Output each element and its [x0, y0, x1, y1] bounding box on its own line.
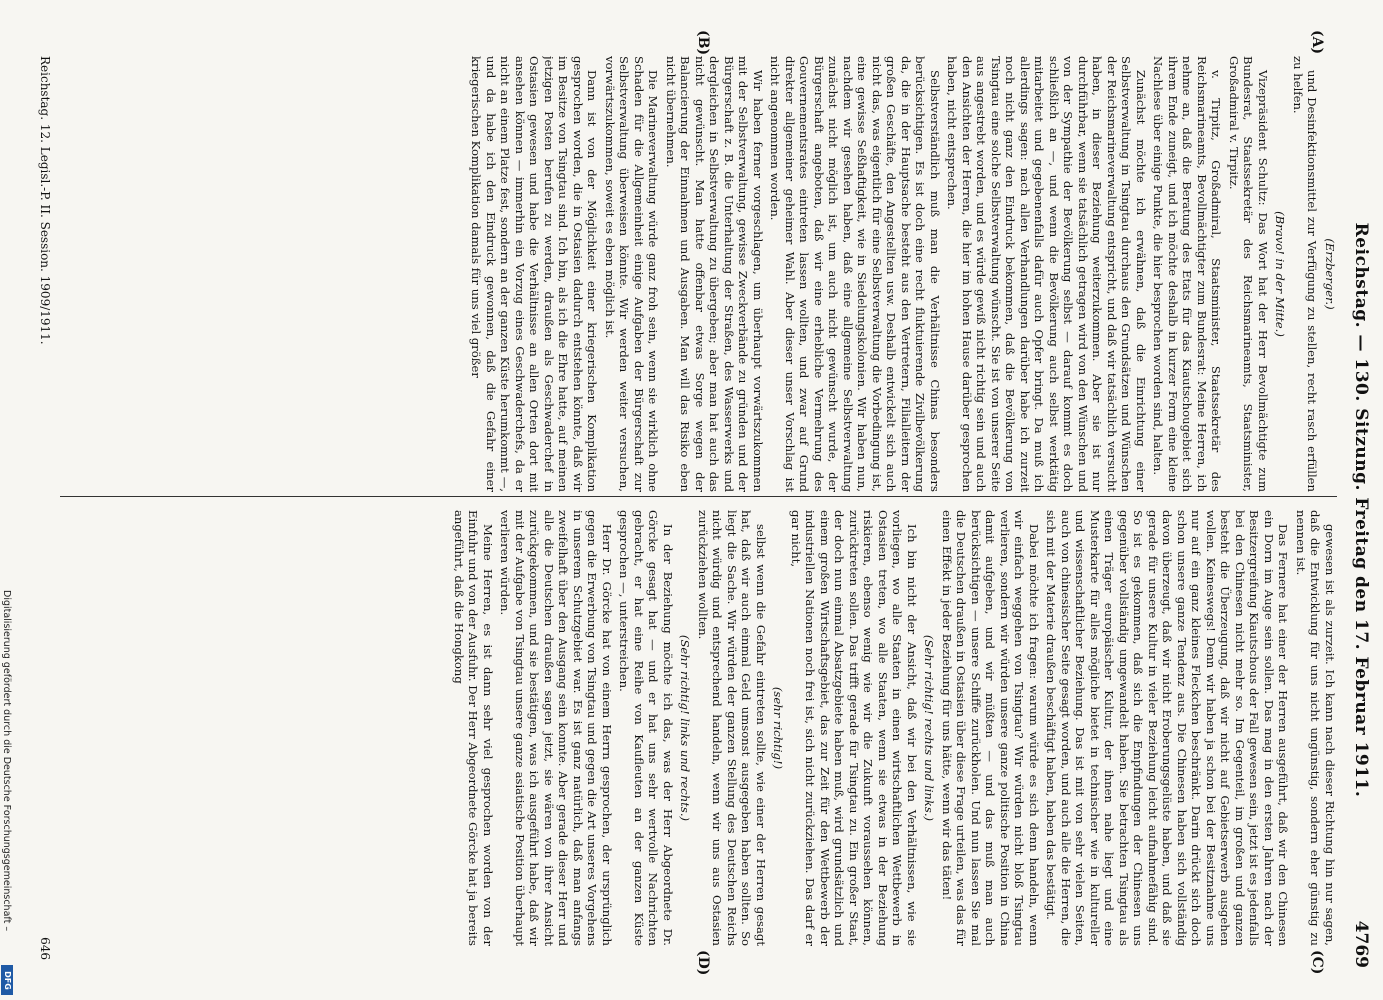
footer-page-number: 646	[38, 937, 52, 960]
paragraph: (Erzberger.)	[1323, 238, 1337, 310]
paragraph: Meine Herren, es ist dann sehr viel gesprochen worden von der Einfuhr und von der Ausfuhr. Der Herr Abgeordnete Görcke hat ja bereits angeführt, daß die Hongkong	[452, 510, 495, 946]
paragraph: gewesen ist als zurzeit. Ich kann nach dieser Richtung hin nur sagen, daß die Entwicklung für uns nicht ungünstig, sondern eher günstig zu nennen ist.	[1294, 510, 1337, 946]
right-column	[60, 510, 1337, 946]
paragraph: Das Fernere hat einer der Herren ausgeführt, daß wir den Chinesen ein Dorn im Auge sein sollen. Das mag in den ersten Jahren nach der Besitzergreifung Kiautschous der Fall gewesen sein, jetzt ist es jedenfalls bei den Chinesen nicht mehr so. Im Gegenteil, im großen und ganzen besteht die Überzeugung, daß wir nicht auf Gebietserwerb ausgehen wollen. Keineswegs! Denn wir haben ja schon bei der Besitznahme uns nur auf ein ganz kleines Fleckchen beschränkt. Darin drückt sich doch schon unsere ganze Tendenz aus. Die Chinesen haben sich vollständig davon überzeugt, daß wir nicht Eroberungsgelüste haben, und daß sie gerade für unsere Kultur in vieler Beziehung leicht aufnahmefähig sind. So ist es gekommen, daß sich die Empfindungen der Chinesen uns gegenüber vollständig umgewandelt haben. Sie betrachten Tsingtau als einen Träger europäischer Kultur, der ihnen nahe liegt und eine Musterkarte für alles mögliche bietet in technischer wie in kultureller und wissenschaftlicher Beziehung. Das ist mit von sehr vielen Seiten, auch von chinesischer Seite gesagt worden, und auch alle die Herren, die sich mit der Materie draußen beschäftigt haben, haben das bestätigt.	[1044, 510, 1291, 946]
margin-letter-c: (C)	[1309, 950, 1325, 975]
paragraph: Zunächst möchte ich erwähnen, daß die Einrichtung einer Selbstverwaltung in Tsingtau durchaus den Grundsätzen und Wünschen der Reichsmarineverwaltung entspricht, und daß wir tatsächlich versucht haben, in dieser Beziehung weiterzukommen. Aber sie ist nur durchführbar, wenn sie tatsächlich getragen wird von den Wünschen und von der Sympathie der Bevölkerung selbst — darauf kommt es doch schließlich an —, und wenn die Bevölkerung auch selbst werktätig mitarbeitet und gegebenenfalls dafür auch Opfer bringt. Da muß ich allerdings sagen: nach allen Verhandlungen darüber habe ich zurzeit noch nicht ganz den Eindruck bekommen, daß die Bevölkerung von Tsingtau eine solche Selbstverwaltung wünscht. Sie ist von unserer Seite aus angestrebt worden, und es würde gewiß nicht richtig sein und auch den Ansichten der Herren, die hier im hohen Hause darüber gesprochen haben, nicht entsprechen.	[945, 56, 1148, 492]
paragraph: und Desinfektionsmittel zur Verfügung zu stellen, recht rasch erfüllen zu helfen.	[1291, 56, 1320, 492]
margin-letter-d: (D)	[695, 950, 711, 976]
margin-letter-b: (B)	[695, 30, 711, 56]
page-header	[1343, 40, 1377, 980]
header-page-number: 4769	[1351, 920, 1371, 968]
paragraph: selbst wenn die Gefahr eintreten sollte, wie einer der Herren gesagt hat, daß wir auch einmal Geld umsonst ausgegeben haben sollten. So liegt die Sache. Wir würden der ganzen Stellung des Deutschen Reichs nicht würdig und entsprechend handeln, wenn wir uns aus Ostasien zurückziehen wollten.	[696, 510, 768, 946]
dfg-logo-text: DFG	[2, 970, 12, 990]
paragraph: In der Beziehung möchte ich das, was der Herr Abgeordnete Dr. Görcke gesagt hat — und er hat uns sehr wertvolle Nachrichten gebracht, er hat eine Reihe von Kaufleuten an der ganzen Küste gesprochen —, unterstreichen.	[617, 510, 675, 946]
credit-text: Digitalisierung gefördert durch die Deutsche Forschungsgemeinschaft –	[1, 590, 12, 932]
paragraph: (Bravo! in der Mitte.)	[1273, 211, 1288, 337]
paragraph: (Sehr richtig! rechts und links.)	[922, 634, 937, 822]
margin-letter-a: (A)	[1309, 30, 1325, 55]
left-column	[60, 56, 1337, 492]
digitization-credit	[0, 590, 14, 990]
paragraph: Dabei möchte ich fragen: warum würde es sich denn handeln, wenn wir einfach weggehen von Tsingtau? Wir würden nicht bloß Tsingtau verlieren, sondern wir würden unsere ganze politische Position in China damit aufgeben, und wir müßten — und das muß man auch berücksichtigen — unsere Schiffe zurückholen. Und nun lassen Sie mal die Deutschen draußen in Ostasien über diese Frage urteilen, was das für einen Effekt in jeder Beziehung für uns hätte, wenn wir das täten!	[940, 510, 1041, 946]
footer-session-info: Reichstag. 12. Legisl.-P. II. Session. 1909/1911.	[38, 56, 52, 345]
paragraph: Dann ist von der Möglichkeit einer kriegerischen Komplikation gesprochen worden, die in Ostasien dadurch entstehen könnte, daß wir im Besitze von Tsingtau sind. Ich bin, als ich die Ehre hatte, auf meinen jetzigen Posten berufen zu werden, draußen als Geschwaderchef in Ostasien gewesen und habe die Verhältnisse an allen Orten dort mit ansehen können — immerhin ein Vorzug eines Geschwaderchefs, da er nicht an einem Platze fest, sondern an der ganzen Küste herumkommt —, und da habe ich den Eindruck gewonnen, daß die Gefahr einer kriegerischen Komplikation damals für uns viel größer	[469, 56, 600, 492]
paragraph: Herr Dr. Görcke hat von einem Herrn gesprochen, der ursprünglich gegen die Erwerbung von Tsingtau und gegen die Art unseres Vorgehens in unserem Schutzgebiet war. Es ist ganz natürlich, daß man anfangs zweifelhaft über den Ausgang sein konnte. Aber gerade dieser Herr und alle die Deutschen draußen sagen jetzt, sie wären von ihrer Ansicht zurückgekommen, und sie bestätigen, was ich ausgeführt habe, daß wir mit der Aufgabe von Tsingtau unsere ganze asiatische Position überhaupt verlieren würden.	[498, 510, 614, 946]
paragraph: v. Tirpitz, Großadmiral, Staatsminister, Staatssekretär des Reichsmarineamts, Bevollmächtigter zum Bundesrat: Meine Herren, ich nehme an, daß die Beratung des Etats für das Kiautschougebiet sich ihrem Ende zuneigt, und ich möchte deshalb in kurzer Form eine kleine Nachlese über einige Punkte, die hier besprochen worden sind, halten.	[1151, 56, 1224, 492]
header-title: Reichstag. — 130. Sitzung. Freitag den 17. Februar 1911.	[1351, 222, 1371, 798]
paragraph: Vizepräsident Schultz: Das Wort hat der Herr Bevollmächtigte zum Bundesrat, Staatssekretär des Reichsmarineamts, Staatsminister, Großadmiral v. Tirpitz.	[1227, 56, 1270, 492]
paragraph: (sehr richtig!)	[771, 686, 786, 770]
paragraph: (Sehr richtig! links und rechts.)	[678, 634, 693, 822]
paragraph: Selbstverständlich muß man die Verhältnisse Chinas besonders berücksichtigen. Es ist doch eine recht fluktuierende Zivilbevölkerung da, die in der Hauptsache besteht aus den Vertretern, Filialleitern der großen Geschäfte, den Angestellten usw. Deshalb entwickelt sich auch nicht das, was eigentlich für eine Selbstverwaltung die Vorbedingung ist, eine gewisse Seßhaftigkeit, wie in Siedelungskolonien. Wir haben nun, nachdem wir gesehen haben, daß eine allgemeine Selbstverwaltung zunächst nicht möglich ist, um auch nicht gewünscht wurde, der Bürgerschaft angeboten, daß wir eine erhebliche Vermehrung des Gouvernementsrates eintreten lassen wollten, und zwar auf Grund direkter allgemeiner geheimer Wahl. Aber dieser unser Vorschlag ist nicht angenommen worden.	[768, 56, 942, 492]
paragraph: Wir haben ferner vorgeschlagen, um überhaupt vorwärtszukommen mit der Selbstverwaltung, gewisse Zweckverbände zu gründen und der Bürgerschaft z. B. die Unterhaltung der Straßen, des Wasserwerks und dergleichen in Selbstverwaltung zu übergeben; aber man hat auch das nicht gewünscht. Man hatte offenbar etwas Sorge wegen der Balancierung der Einnahmen und Ausgaben. Man will das Risiko eben nicht übernehmen.	[664, 56, 765, 492]
column-divider	[60, 496, 1337, 497]
paragraph: Die Marineverwaltung würde ganz froh sein, wenn sie wirklich ohne Schaden für die Allgemeinheit einige Aufgaben der Bürgerschaft zur Selbstverwaltung überweisen könnte. Wir werden weiter versuchen, vorwärtszukommen, soweit es eben möglich ist.	[603, 56, 661, 492]
dfg-logo-icon	[1, 965, 13, 995]
paragraph: Ich bin nicht der Ansicht, daß wir bei den Verhältnissen, wie sie vorliegen, wo alle Staaten in einen wirtschaftlichen Wettbewerb in Ostasien treten, wo alle Staaten, wenn sie etwas in der Beziehung riskieren, ebenso wenig wie wir die Zukunft voraussehen können, zurücktreten sollen. Das trifft gerade für Tsingtau zu. Ein großer Staat, der doch nun einmal Absatzgebiete haben muß, wird grundsätzlich und einem großen Wirtschaftsgebiet, das zur Zeit für den Wettbewerb der industriellen Nationen noch frei ist, sich nicht zurückziehen. Das darf er gar nicht,	[789, 510, 919, 946]
